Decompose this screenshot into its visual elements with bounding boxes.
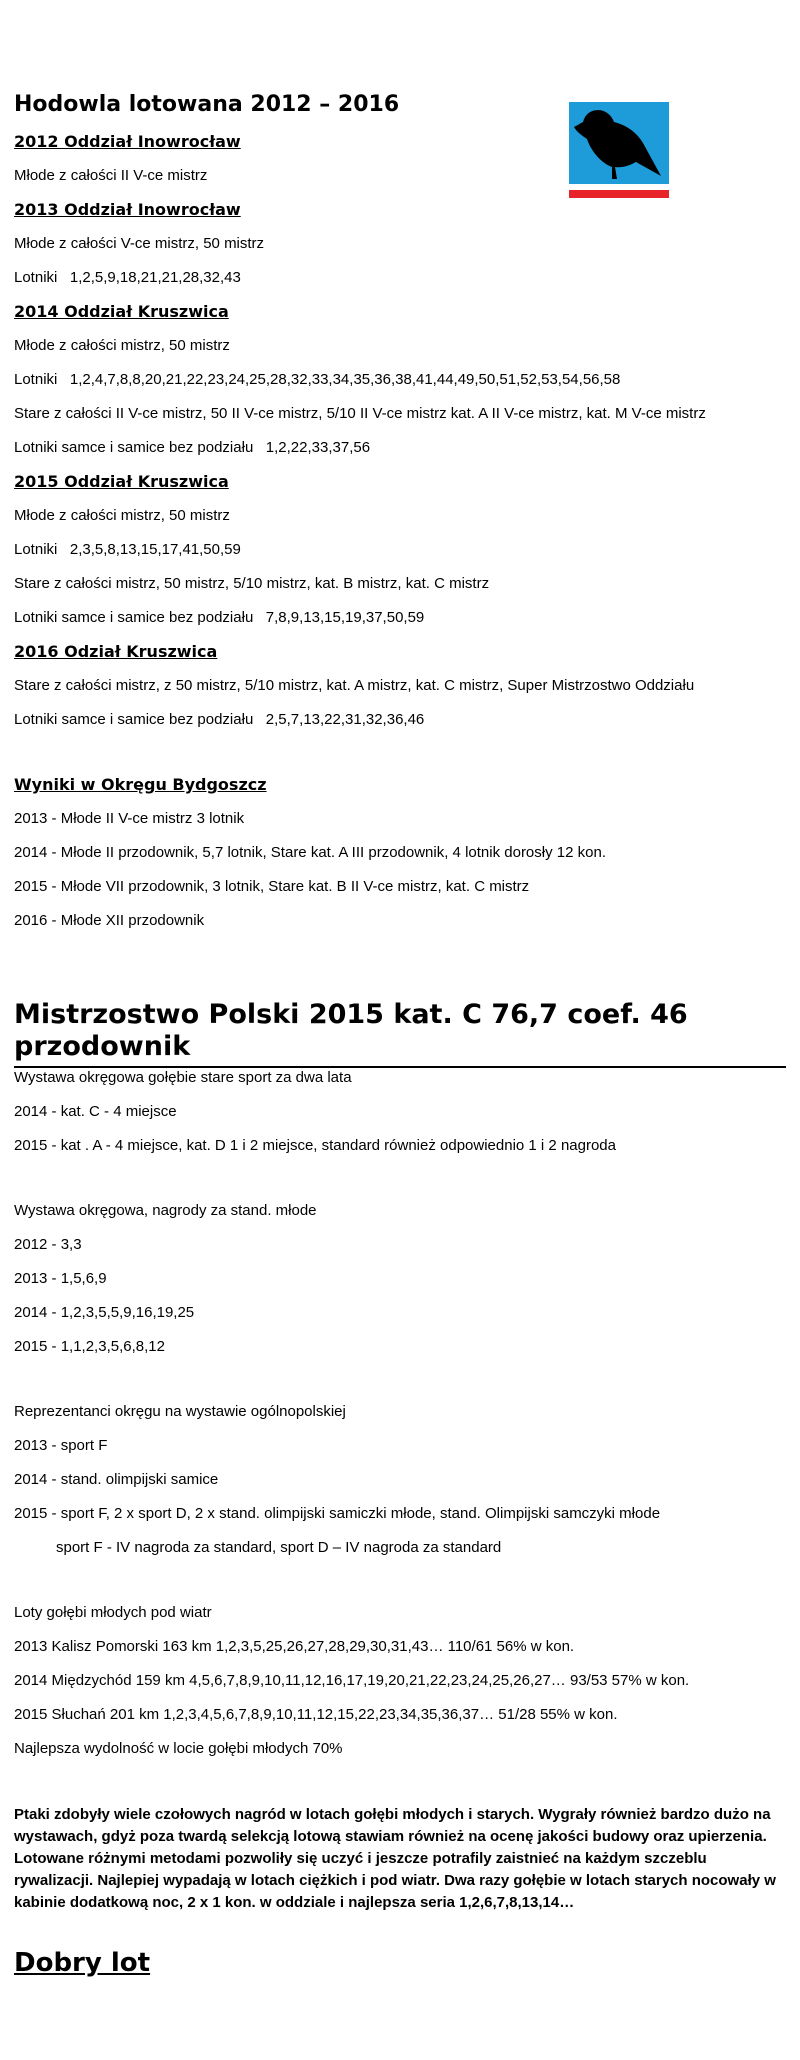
text-line: 2013 Kalisz Pomorski 163 km 1,2,3,5,25,26,27,28,29,30,31,43… 110/61 56% w kon. [14,1638,575,1655]
text-line: Młode z całości mistrz, 50 mistrz [14,507,230,524]
text-line: 2015 - 1,1,2,3,5,6,8,12 [14,1338,165,1355]
text-line: 2013 - 1,5,6,9 [14,1270,107,1287]
section-heading: 2015 Oddział Kruszwica [14,472,229,491]
text-line: 2015 Słuchań 201 km 1,2,3,4,5,6,7,8,9,10,11,12,15,22,23,34,35,36,37… 51/28 55% w kon. [14,1706,618,1723]
text-line: 2014 Międzychód 159 km 4,5,6,7,8,9,10,11,12,16,17,19,20,21,22,23,24,25,26,27… 93/53 57% w kon. [14,1672,690,1689]
text-line: Reprezentanci okręgu na wystawie ogólnopolskiej [14,1403,346,1420]
text-line: Lotniki samce i samice bez podziału 7,8,9,13,15,19,37,50,59 [14,609,425,626]
text-line: Wystawa okręgowa gołębie stare sport za dwa lata [14,1069,352,1086]
section-heading: 2013 Oddział Inowrocław [14,200,241,219]
text-line: 2012 - 3,3 [14,1236,82,1253]
text-line: 2016 - Młode XII przodownik [14,912,205,929]
text-line: 2014 - kat. C - 4 miejsce [14,1103,177,1120]
closing-paragraph: Ptaki zdobyły wiele czołowych nagród w lotach gołębi młodych i starych. Wygrały również bardzo dużo na wystawach, gdyż poza twardą selekcją lotową stawiam również na ocenę jakości budowy oraz upierzenia. Lotowane różnymi metodami pozwoliły się uczyć i jeszcze potrafily zaistnieć na każdym szczeblu rywalizacji. Najlepiej wypadają w lotach ciężkich i pod wiatr. Dwa razy gołębie w lotach starych nocowały w kabinie dodatkową noc, 2 x 1 kon. w oddziale i najlepsza seria 1,2,6,7,8,13,14… [14,1806,781,1911]
text-line: 2015 - sport F, 2 x sport D, 2 x stand. olimpijski samiczki młode, stand. Olimpijski samczyki młode [14,1505,661,1522]
text-line: 2014 - Młode II przodownik, 5,7 lotnik, Stare kat. A III przodownik, 4 lotnik dorosły 12 kon. [14,844,606,861]
text-line: Młode z całości II V-ce mistrz [14,167,208,184]
text-line: Lotniki 2,3,5,8,13,15,17,41,50,59 [14,541,241,558]
document-page [0,92,800,1978]
text-line: 2014 - stand. olimpijski samice [14,1471,219,1488]
text-line: Lotniki samce i samice bez podziału 2,5,7,13,22,31,32,36,46 [14,711,425,728]
page-title: Hodowla lotowana 2012 – 2016 [14,92,400,117]
section-heading: 2012 Oddział Inowrocław [14,132,241,151]
section-heading: 2014 Oddział Kruszwica [14,302,229,321]
text-line: 2013 - Młode II V-ce mistrz 3 lotnik [14,810,245,827]
text-line: Młode z całości mistrz, 50 mistrz [14,337,230,354]
indented-line: sport F - IV nagroda za standard, sport D – IV nagroda za standard [56,1539,502,1556]
text-line: 2013 - sport F [14,1437,108,1454]
text-line: Lotniki 1,2,5,9,18,21,21,28,32,43 [14,269,241,286]
logo-underline [569,190,669,198]
text-line: 2015 - kat . A - 4 miejsce, kat. D 1 i 2 miejsce, standard również odpowiednio 1 i 2 nagroda [14,1137,616,1154]
text-line: Lotniki samce i samice bez podziału 1,2,22,33,37,56 [14,439,371,456]
text-line: Młode z całości V-ce mistrz, 50 mistrz [14,235,265,252]
closing-salutation: Dobry lot [14,1948,151,1978]
section-heading: 2016 Odział Kruszwica [14,642,218,661]
text-line: Stare z całości II V-ce mistrz, 50 II V-ce mistrz, 5/10 II V-ce mistrz kat. A II V-ce mistrz, kat. M V-ce mistrz [14,405,706,422]
text-line: Lotniki 1,2,4,7,8,8,20,21,22,23,24,25,28,32,33,34,35,36,38,41,44,49,50,51,52,53,54,56,58 [14,371,621,388]
pigeon-logo [569,102,669,198]
content-blocks [14,132,784,1914]
text-line: Wystawa okręgowa, nagrody za stand. młode [14,1202,317,1219]
text-line: 2014 - 1,2,3,5,5,9,16,19,25 [14,1304,195,1321]
text-line: 2015 - Młode VII przodownik, 3 lotnik, Stare kat. B II V-ce mistrz, kat. C mistrz [14,878,530,895]
section-heading: Wyniki w Okręgu Bydgoszcz [14,775,267,794]
main-heading: Mistrzostwo Polski 2015 kat. C 76,7 coef. 46 przodownik [14,999,786,1068]
text-line: Stare z całości mistrz, 50 mistrz, 5/10 mistrz, kat. B mistrz, kat. C mistrz [14,575,490,592]
text-line: Loty gołębi młodych pod wiatr [14,1604,212,1621]
text-line: Stare z całości mistrz, z 50 mistrz, 5/10 mistrz, kat. A mistrz, kat. C mistrz, Super Mistrzostwo Oddziału [14,677,695,694]
text-line: Najlepsza wydolność w locie gołębi młodych 70% [14,1740,343,1757]
